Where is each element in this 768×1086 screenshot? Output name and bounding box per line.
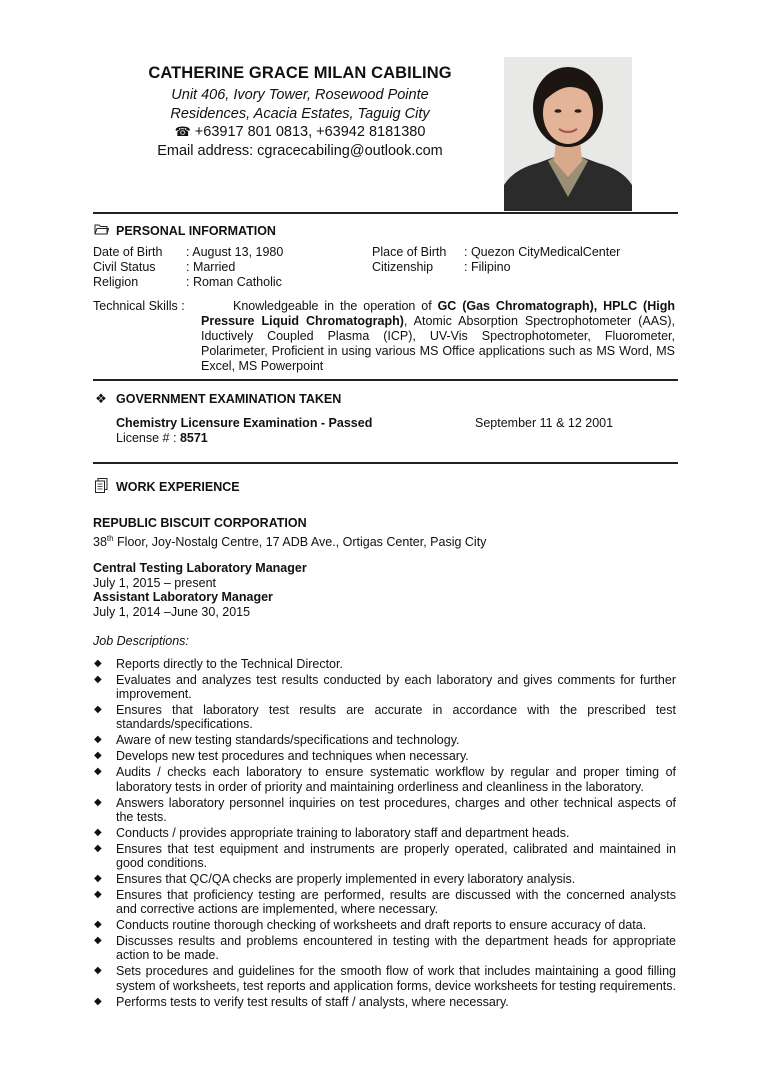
license-label: License # : [116, 431, 180, 445]
applicant-name: CATHERINE GRACE MILAN CABILING [148, 64, 452, 82]
list-item [93, 995, 676, 1009]
list-item [93, 657, 676, 671]
list-item [93, 749, 676, 763]
divider-exam [93, 379, 678, 381]
portrait-illustration [504, 57, 632, 211]
phone-line [120, 123, 480, 142]
diamond-bullet-icon: ◆ [94, 995, 102, 1007]
list-item [93, 703, 676, 731]
list-item [93, 765, 676, 793]
diamond-bullet-icon: ◆ [94, 750, 102, 762]
diamond-bullet-icon: ◆ [94, 873, 102, 885]
duty-text: Develops new test procedures and techniques when necessary. [116, 749, 469, 764]
company-address [93, 531, 486, 550]
divider-personal [93, 212, 678, 214]
role-2-title: Assistant Laboratory Manager [93, 590, 273, 604]
diamond-bullet-icon: ◆ [94, 658, 102, 669]
resume-header [120, 64, 480, 160]
technical-skills-text [201, 299, 675, 374]
document-icon [93, 478, 109, 496]
civil-status-label: Civil Status [93, 260, 156, 274]
address-line-2: Residences, Acacia Estates, Taguig City [170, 105, 430, 122]
personal-info-title: PERSONAL INFORMATION [116, 223, 276, 238]
license-line [116, 431, 208, 446]
diamond-cluster-icon: ❖ [95, 391, 107, 406]
job-duties-list [93, 657, 676, 1011]
diamond-bullet-icon: ◆ [94, 935, 102, 947]
duty-text: Performs tests to verify test results of staff / analysts, where necessary. [116, 994, 509, 1009]
diamond-bullet-icon: ◆ [94, 919, 102, 931]
diamond-bullet-icon: ◆ [94, 766, 102, 778]
technical-skills-label: Technical Skills : [93, 299, 185, 313]
duty-text: Discusses results and problems encountered in testing with the department heads for appropriate action to be made. [116, 934, 676, 963]
duty-text: Conducts / provides appropriate training to laboratory staff and department heads. [116, 825, 570, 840]
personal-info-heading [93, 223, 276, 238]
address-number: 38 [93, 535, 107, 550]
list-item [93, 842, 676, 870]
applicant-photo [504, 57, 632, 211]
phone-numbers: +63917 801 0813, +63942 8181380 [194, 124, 426, 140]
dob-value: : August 13, 1980 [186, 245, 284, 259]
duty-text: Sets procedures and guidelines for the smooth flow of work that includes maintaining a good filling system of worksheets, test reports and application forms, device worksheets for testing requirements. [116, 964, 676, 993]
list-item [93, 673, 676, 701]
pob-value: : Quezon CityMedicalCenter [464, 245, 621, 259]
role-1-dates: July 1, 2015 – present [93, 576, 216, 590]
list-item [93, 872, 676, 886]
list-item [93, 826, 676, 840]
list-item [93, 733, 676, 747]
duty-text: Ensures that laboratory test results are accurate in accordance with the prescribed test standards/specifications. [116, 703, 676, 732]
diamond-bullet-icon: ◆ [94, 889, 102, 901]
role-1-title: Central Testing Laboratory Manager [93, 561, 307, 575]
religion-value: : Roman Catholic [186, 275, 282, 289]
duty-text: Answers laboratory personnel inquiries on test procedures, charges and other technical aspects of the tests. [116, 795, 676, 824]
telephone-icon: ☎ [174, 124, 191, 139]
diamond-bullet-icon: ◆ [94, 965, 102, 977]
duty-text: Aware of new testing standards/specifications and technology. [116, 733, 460, 748]
list-item [93, 796, 676, 824]
diamond-bullet-icon: ◆ [94, 734, 102, 746]
pob-label: Place of Birth [372, 245, 447, 259]
skills-highlight: GC (Gas Chromatograph), HPLC (High Pressure Liquid Chromatograph) [201, 299, 675, 328]
duty-text: Reports directly to the Technical Director. [116, 657, 343, 671]
company-name: REPUBLIC BISCUIT CORPORATION [93, 516, 307, 530]
address-line-1: Unit 406, Ivory Tower, Rosewood Pointe [171, 87, 429, 103]
dob-label: Date of Birth [93, 245, 163, 259]
list-item [93, 918, 676, 932]
citizenship-label: Citizenship [372, 260, 434, 274]
duty-text: Audits / checks each laboratory to ensure systematic workflow by regular and proper timing of laboratory tests in order of priority and maintaining orderliness and cleanliness in the laboratory. [116, 765, 676, 794]
exam-date: September 11 & 12 2001 [475, 416, 614, 430]
role-2-dates: July 1, 2014 –June 30, 2015 [93, 605, 251, 619]
citizenship-value: : Filipino [464, 260, 511, 274]
diamond-bullet-icon: ◆ [94, 796, 102, 808]
folder-icon [93, 223, 109, 238]
email-line: Email address: cgracecabiling@outlook.com [157, 142, 443, 159]
exam-title: GOVERNMENT EXAMINATION TAKEN [116, 392, 342, 406]
skills-rest: , Atomic Absorption Spectrophotometer (AAS), Iductively Coupled Plasma (ICP), UV-Vis Spectrophotometer, Fluorometer, Polarimeter, Proficient in using various MS Office applications such as MS Word, MS Excel, MS Powerpoint [201, 314, 676, 373]
license-number: 8571 [179, 431, 208, 445]
work-heading [93, 478, 240, 496]
diamond-bullet-icon: ◆ [94, 704, 102, 716]
list-item [93, 934, 676, 962]
religion-label: Religion [93, 275, 139, 289]
exam-name: Chemistry Licensure Examination - Passed [116, 416, 373, 430]
diamond-bullet-icon: ◆ [94, 842, 102, 854]
work-title: WORK EXPERIENCE [116, 480, 240, 494]
address-superscript: th [106, 534, 114, 543]
diamond-bullet-icon: ◆ [94, 674, 102, 685]
civil-status-value: : Married [186, 260, 236, 274]
skills-intro: Knowledgeable in the operation of [233, 299, 438, 313]
duty-text: Ensures that QC/QA checks are properly implemented in every laboratory analysis. [116, 872, 576, 887]
duty-text: Ensures that proficiency testing are performed, results are discussed with the concerned analysts and corrective actions are implemented, where necessary. [116, 888, 676, 917]
duty-text: Evaluates and analyzes test results conducted by each laboratory and gives comments for further improvement. [116, 673, 676, 702]
list-item [93, 888, 676, 916]
address-rest: Floor, Joy-Nostalg Centre, 17 ADB Ave., Ortigas Center, Pasig City [113, 535, 487, 550]
duty-text: Ensures that test equipment and instruments are properly operated, calibrated and maintained in good conditions. [116, 841, 676, 871]
list-item [93, 964, 676, 992]
divider-work [93, 462, 678, 464]
diamond-bullet-icon: ◆ [94, 826, 102, 838]
exam-heading [93, 391, 341, 407]
duty-text: Conducts routine thorough checking of worksheets and draft reports to ensure accuracy of data. [116, 918, 647, 933]
job-descriptions-title: Job Descriptions: [93, 634, 189, 648]
